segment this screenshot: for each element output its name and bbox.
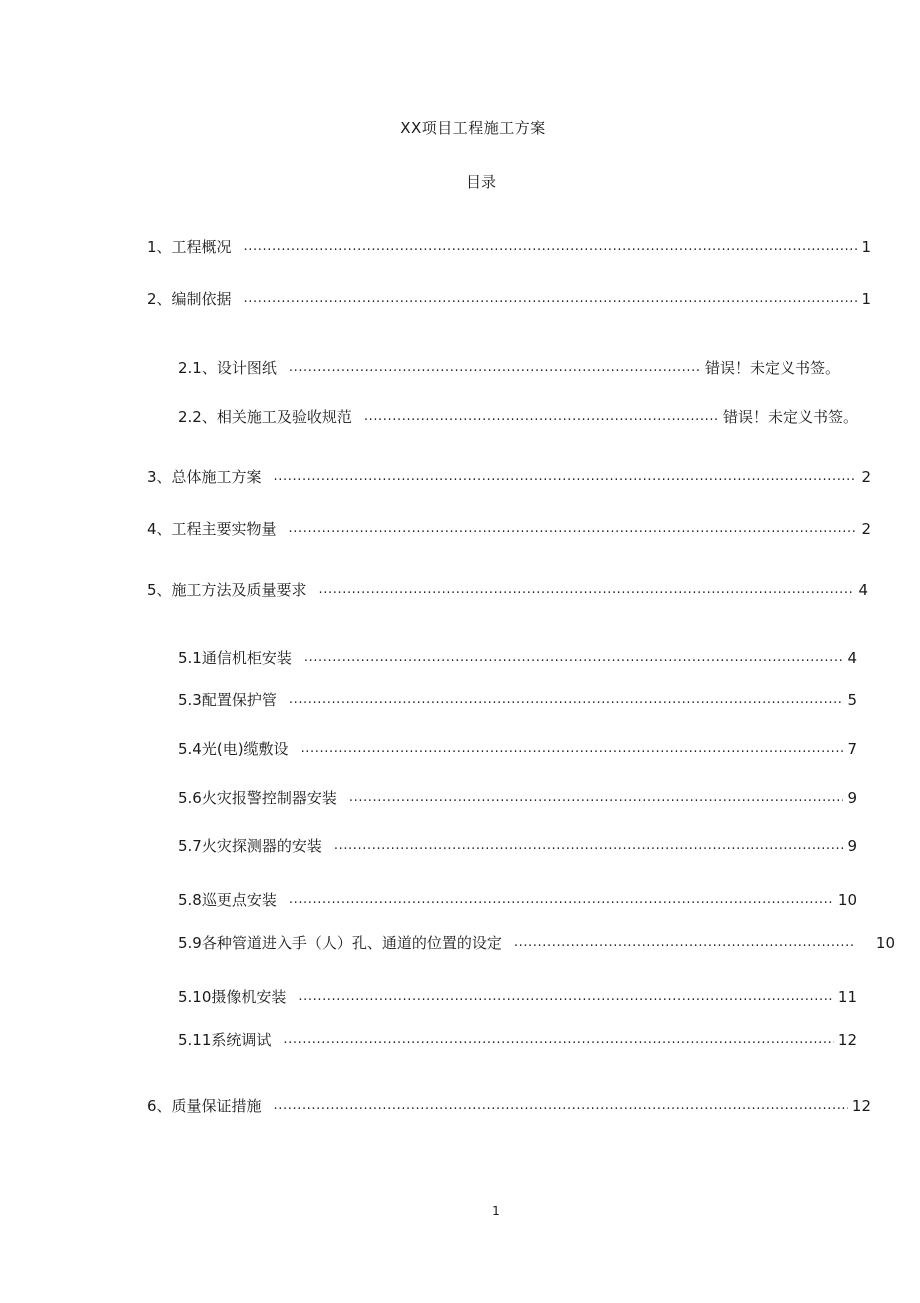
toc-entry-page: 错误！未定义书签。 (704, 359, 840, 377)
page-number: 1 (492, 1204, 500, 1218)
toc-leader-dots (244, 236, 858, 258)
toc-entry[interactable] (178, 1029, 857, 1051)
toc-entry-label: 5.11系统调试 (178, 1031, 272, 1049)
toc-entry-label: 2.1、设计图纸 (178, 359, 277, 377)
toc-entry[interactable] (178, 689, 857, 711)
toc-entry-label: 1、工程概况 (147, 238, 232, 256)
toc-leader-dots (274, 466, 858, 488)
toc-entry-page: 2 (861, 468, 871, 486)
toc-leader-dots (319, 579, 855, 601)
toc-entry-label: 2、编制依据 (147, 290, 232, 308)
toc-entry[interactable] (147, 288, 871, 310)
toc-leader-dots (289, 889, 834, 911)
toc-entry[interactable] (147, 466, 871, 488)
toc-entry-label: 6、质量保证措施 (147, 1097, 262, 1115)
toc-entry-page: 1 (861, 290, 871, 308)
toc-entry-label: 5.8巡更点安装 (178, 891, 277, 909)
toc-entry[interactable] (178, 738, 857, 760)
toc-entry-label: 5.6火灾报警控制器安装 (178, 789, 337, 807)
toc-entry-label: 5.7火灾探测器的安装 (178, 837, 322, 855)
toc-entry-page: 4 (858, 581, 868, 599)
toc-entry[interactable] (178, 787, 857, 809)
toc-leader-dots (349, 787, 844, 809)
toc-entry-page: 7 (847, 740, 857, 758)
toc-leader-dots (244, 288, 858, 310)
toc-leader-dots (334, 835, 844, 857)
toc-entry-page: 12 (837, 1031, 857, 1049)
toc-entry-page: 错误！未定义书签。 (722, 408, 858, 426)
toc-entry-label: 5.4光(电)缆敷设 (178, 740, 289, 758)
toc-entry-page: 4 (847, 649, 857, 667)
toc-entry-label: 5.9各种管道进入手（人）孔、通道的位置的设定 (178, 934, 502, 952)
toc-entry-label: 5.10摄像机安装 (178, 988, 287, 1006)
toc-entry-label: 3、总体施工方案 (147, 468, 262, 486)
toc-leader-dots (298, 986, 834, 1008)
toc-leader-dots (304, 647, 844, 669)
toc-leader-dots (289, 357, 701, 379)
toc-entry-page: 10 (837, 891, 857, 909)
toc-leader-dots (364, 406, 719, 428)
toc-entry-label: 4、工程主要实物量 (147, 520, 277, 538)
toc-entry[interactable] (178, 406, 858, 428)
document-title: XX项目工程施工方案 (400, 119, 546, 137)
toc-entry-label: 5、施工方法及质量要求 (147, 581, 307, 599)
toc-entry-page: 9 (847, 789, 857, 807)
toc-entry[interactable] (178, 835, 857, 857)
toc-entry-page: 12 (851, 1097, 871, 1115)
toc-entry-label: 5.3配置保护管 (178, 691, 277, 709)
toc-entry-label: 5.1通信机柜安装 (178, 649, 292, 667)
toc-entry-page: 10 (875, 934, 895, 952)
toc-entry-label: 2.2、相关施工及验收规范 (178, 408, 352, 426)
toc-entry-page: 2 (861, 520, 871, 538)
toc-leader-dots (274, 1095, 848, 1117)
toc-entry[interactable] (178, 647, 857, 669)
toc-entry[interactable] (178, 932, 895, 954)
toc-entry-page: 9 (847, 837, 857, 855)
toc-entry[interactable] (147, 236, 871, 258)
toc-leader-dots (289, 518, 858, 540)
toc-leader-dots (289, 689, 844, 711)
toc-leader-dots (283, 1029, 834, 1051)
toc-entry[interactable] (147, 1095, 871, 1117)
toc-leader-dots (514, 932, 854, 954)
toc-heading: 目录 (465, 173, 496, 191)
toc-entry-page: 1 (861, 238, 871, 256)
toc-entry-page: 5 (847, 691, 857, 709)
toc-leader-dots (301, 738, 844, 760)
toc-entry[interactable] (147, 518, 871, 540)
toc-entry[interactable] (178, 357, 840, 379)
toc-entry[interactable] (178, 986, 857, 1008)
toc-entry-page: 11 (837, 988, 857, 1006)
toc-entry[interactable] (178, 889, 857, 911)
toc-entry[interactable] (147, 579, 868, 601)
